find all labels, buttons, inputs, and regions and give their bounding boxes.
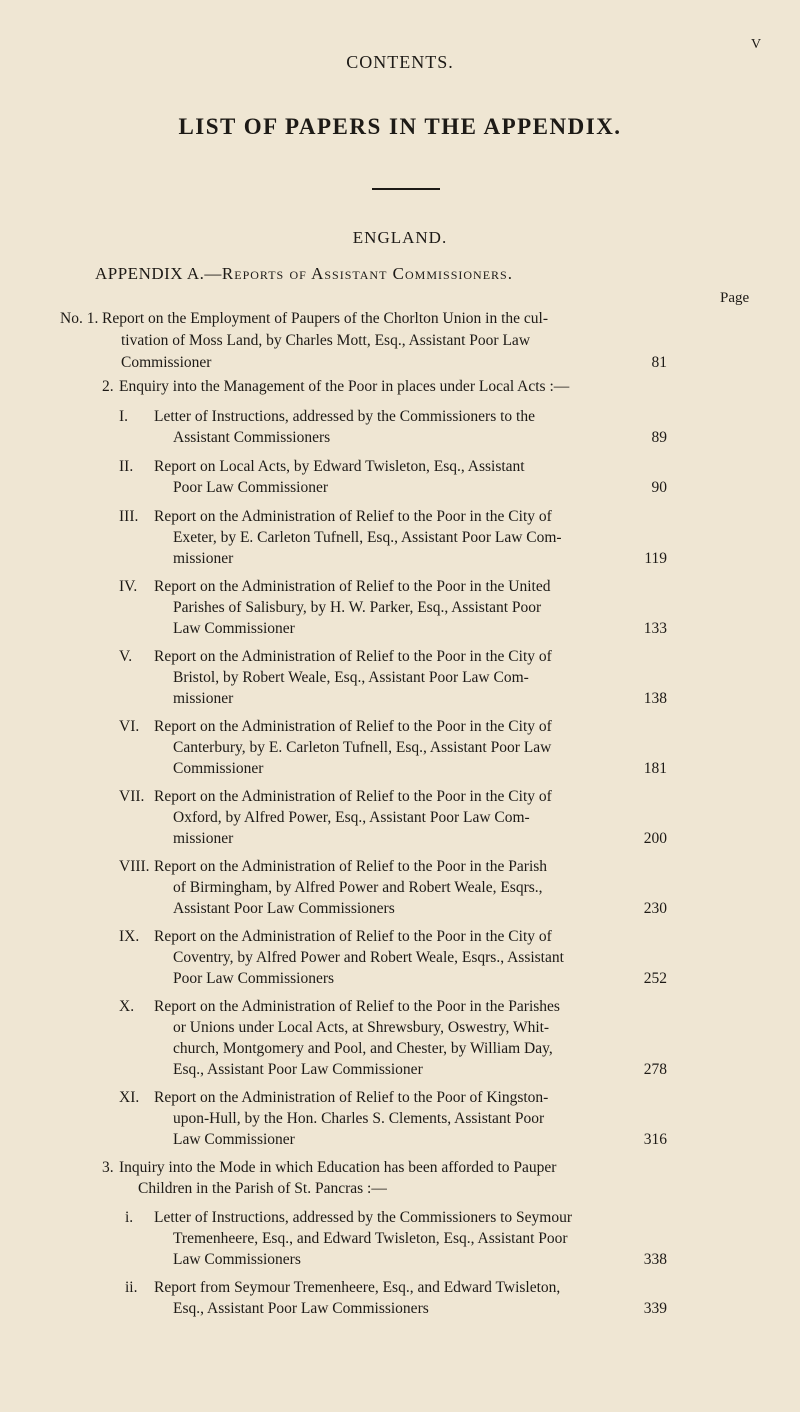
title-rule	[372, 188, 440, 190]
entry-page-number: 200	[643, 830, 667, 847]
contents-entry	[0, 926, 800, 989]
entry-text-line: Assistant Commissioners	[173, 429, 331, 446]
entry-page-number: 119	[644, 550, 667, 567]
contents-entry	[0, 506, 800, 569]
contents-entry	[0, 1277, 800, 1319]
contents-entry	[0, 646, 800, 709]
entry-page-number: 133	[643, 620, 667, 637]
entry-text-line: Letter of Instructions, addressed by the Commissioners to the	[154, 408, 535, 425]
entry-number: ii.	[125, 1279, 138, 1296]
entry-text-line: Report on the Administration of Relief to the Poor in the City of	[154, 788, 552, 805]
entry-text-line: Inquiry into the Mode in which Education has been afforded to Pauper	[119, 1159, 557, 1176]
entry-text-line: Report on the Administration of Relief to the Poor of Kingston-	[154, 1089, 549, 1106]
contents-entry	[0, 456, 800, 498]
entry-text-line: missioner	[173, 830, 234, 847]
entry-text-line: Report on the Administration of Relief to the Poor in the City of	[154, 928, 552, 945]
contents-entry	[0, 856, 800, 919]
entry-text-line: Bristol, by Robert Weale, Esq., Assistant Poor Law Com-	[173, 669, 529, 686]
appendix-heading	[95, 264, 513, 284]
entry-number: VI.	[119, 718, 140, 735]
entry-text-line: Poor Law Commissioners	[173, 970, 335, 987]
entry-number: IV.	[119, 578, 138, 595]
entry-number: I.	[119, 408, 129, 425]
appendix-subtitle: Reports of Assistant Commissioners.	[221, 264, 513, 283]
entry-text-line: Report on the Administration of Relief to the Poor in the United	[154, 578, 551, 595]
entry-text-line: tivation of Moss Land, by Charles Mott, Esq., Assistant Poor Law	[121, 332, 531, 349]
entry-page-number: 181	[643, 760, 667, 777]
entry-text-line: Report on the Administration of Relief to the Poor in the City of	[154, 648, 552, 665]
contents-entry	[0, 786, 800, 849]
appendix-label: APPENDIX A.—	[95, 264, 222, 283]
contents-entry	[0, 406, 800, 448]
contents-entry	[0, 1157, 800, 1199]
entry-number: i.	[125, 1209, 134, 1226]
entry-page-number: 316	[643, 1131, 667, 1148]
entry-text-line: Report on the Administration of Relief to the Poor in the City of	[154, 508, 552, 525]
entry-text-line: church, Montgomery and Pool, and Chester, by William Day,	[173, 1040, 553, 1057]
entry-text-line: missioner	[173, 690, 234, 707]
entry-text-line: Report on the Employment of Paupers of the Chorlton Union in the cul-	[102, 310, 548, 327]
entry-number: XI.	[119, 1089, 140, 1106]
entry-text-line: Law Commissioners	[173, 1251, 301, 1268]
entry-text-line: Coventry, by Alfred Power and Robert Weale, Esqrs., Assistant	[173, 949, 564, 966]
entry-number: 2.	[102, 378, 114, 395]
entry-text-line: upon-Hull, by the Hon. Charles S. Clements, Assistant Poor	[173, 1110, 545, 1127]
entry-text-line: Esq., Assistant Poor Law Commissioner	[173, 1061, 423, 1078]
entry-text-line: Law Commissioner	[173, 620, 295, 637]
entry-page-number: 89	[651, 429, 667, 446]
contents-entry	[0, 716, 800, 779]
entry-text-line: Exeter, by E. Carleton Tufnell, Esq., Assistant Poor Law Com-	[173, 529, 562, 546]
running-title: CONTENTS.	[346, 52, 454, 72]
entry-page-number: 81	[651, 354, 667, 371]
main-title: LIST OF PAPERS IN THE APPENDIX.	[178, 114, 622, 139]
entry-text-line: Commissioner	[173, 760, 264, 777]
entry-text-line: Esq., Assistant Poor Law Commissioners	[173, 1300, 429, 1317]
entry-number: No. 1.	[60, 310, 99, 327]
contents-entry	[0, 308, 800, 374]
entry-page-number: 252	[643, 970, 667, 987]
entry-text-line: Law Commissioner	[173, 1131, 295, 1148]
entry-number: IX.	[119, 928, 140, 945]
entry-text-line: Report on the Administration of Relief to the Poor in the City of	[154, 718, 552, 735]
entry-number: V.	[119, 648, 133, 665]
entry-text-line: Report on the Administration of Relief to the Poor in the Parish	[154, 858, 548, 875]
contents-entry	[0, 1207, 800, 1270]
entry-text-line: Parishes of Salisbury, by H. W. Parker, Esq., Assistant Poor	[173, 599, 542, 616]
entry-number: VII.	[119, 788, 145, 805]
entry-text-line: Report from Seymour Tremenheere, Esq., and Edward Twisleton,	[154, 1279, 561, 1296]
entry-number: VIII.	[119, 858, 150, 875]
page-number: V	[751, 37, 762, 52]
entry-text-line: Canterbury, by E. Carleton Tufnell, Esq., Assistant Poor Law	[173, 739, 552, 756]
entry-text-line: of Birmingham, by Alfred Power and Robert Weale, Esqrs.,	[173, 879, 543, 896]
entry-number: II.	[119, 458, 134, 475]
entry-page-number: 90	[651, 479, 667, 496]
contents-entry	[0, 996, 800, 1080]
entry-number: 3.	[102, 1159, 114, 1176]
entry-text-line: Poor Law Commissioner	[173, 479, 328, 496]
entry-page-number: 339	[643, 1300, 667, 1317]
contents-entry	[0, 376, 800, 398]
entry-page-number: 278	[643, 1061, 667, 1078]
entry-text-line: Children in the Parish of St. Pancras :—	[138, 1180, 387, 1197]
contents-entry	[0, 1087, 800, 1150]
entry-text-line: missioner	[173, 550, 234, 567]
entry-text-line: Enquiry into the Management of the Poor in places under Local Acts :—	[119, 378, 570, 395]
entry-number: III.	[119, 508, 139, 525]
entry-text-line: Report on the Administration of Relief to the Poor in the Parishes	[154, 998, 560, 1015]
entry-page-number: 338	[643, 1251, 667, 1268]
entry-text-line: Letter of Instructions, addressed by the Commissioners to Seymour	[154, 1209, 573, 1226]
section-heading: ENGLAND.	[352, 228, 448, 247]
entry-page-number: 230	[643, 900, 667, 917]
entry-text-line: Report on Local Acts, by Edward Twisleton, Esq., Assistant	[154, 458, 525, 475]
page-column-label: Page	[720, 290, 750, 306]
contents-entry	[0, 576, 800, 639]
entry-text-line: Tremenheere, Esq., and Edward Twisleton, Esq., Assistant Poor	[173, 1230, 568, 1247]
entry-page-number: 138	[643, 690, 667, 707]
entry-number: X.	[119, 998, 135, 1015]
entry-text-line: Commissioner	[121, 354, 212, 371]
entry-text-line: or Unions under Local Acts, at Shrewsbury, Oswestry, Whit-	[173, 1019, 550, 1036]
entry-text-line: Oxford, by Alfred Power, Esq., Assistant Poor Law Com-	[173, 809, 530, 826]
entry-text-line: Assistant Poor Law Commissioners	[173, 900, 395, 917]
